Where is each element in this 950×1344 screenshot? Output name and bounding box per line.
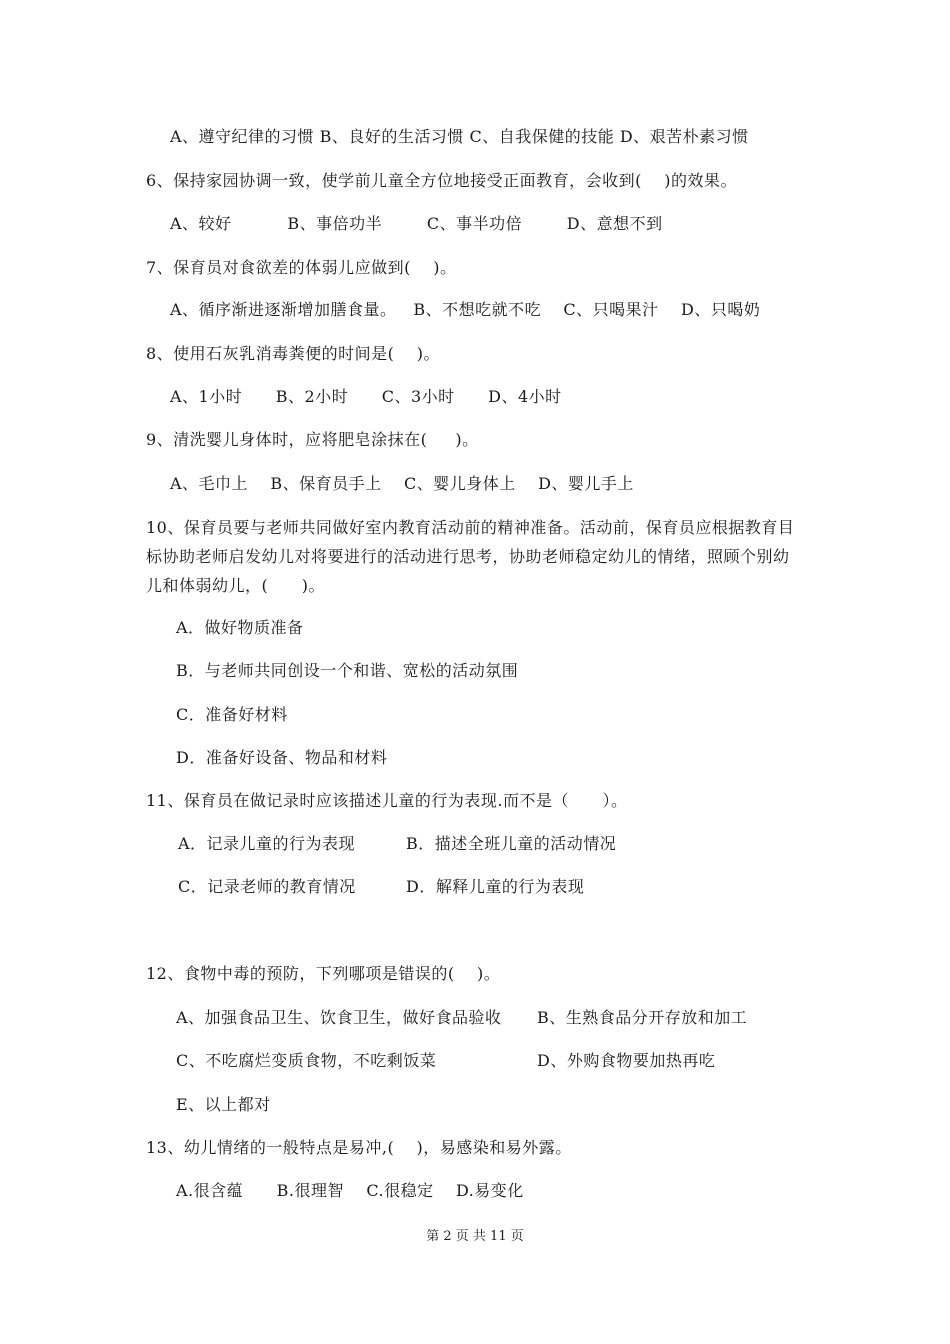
q8-options: A、1小时 B、2小时 C、3小时 D、4小时 bbox=[170, 387, 562, 406]
q12-option-d: D、外购食物要加热再吃 bbox=[537, 1051, 716, 1070]
q5-options: A、遵守纪律的习惯 B、良好的生活习惯 C、自我保健的技能 D、艰苦朴素习惯 bbox=[170, 127, 749, 146]
q11-option-b: B．描述全班儿童的活动情况 bbox=[406, 834, 617, 853]
q12-option-a: A、加强食品卫生、饮食卫生，做好食品验收 bbox=[176, 1008, 502, 1027]
q10-stem-line1: 10、保育员要与老师共同做好室内教育活动前的精神准备。活动前，保育员应根据教育目 bbox=[146, 518, 795, 537]
q9-stem: 9、清洗婴儿身体时，应将肥皂涂抹在( )。 bbox=[146, 430, 479, 449]
q10-option-a: A．做好物质准备 bbox=[176, 618, 304, 637]
q10-stem-line3: 儿和体弱幼儿，( )。 bbox=[146, 576, 326, 595]
q10-option-c: C．准备好材料 bbox=[176, 705, 288, 724]
q11-option-a: A．记录儿童的行为表现 bbox=[178, 834, 356, 853]
q6-stem: 6、保持家园协调一致，使学前儿童全方位地接受正面教育，会收到( )的效果。 bbox=[146, 171, 738, 190]
q12-option-e: E、以上都对 bbox=[176, 1095, 271, 1114]
q13-stem: 13、幼儿情绪的一般特点是易冲,( )，易感染和易外露。 bbox=[146, 1138, 572, 1157]
q7-stem: 7、保育员对食欲差的体弱儿应做到( )。 bbox=[146, 258, 457, 277]
q12-stem: 12、食物中毒的预防，下列哪项是错误的( )。 bbox=[146, 964, 501, 983]
q10-option-b: B．与老师共同创设一个和谐、宽松的活动氛围 bbox=[176, 661, 519, 680]
q13-options: A.很含蕴 B.很理智 C.很稳定 D.易变化 bbox=[176, 1181, 524, 1200]
q11-option-d: D．解释儿童的行为表现 bbox=[406, 877, 585, 896]
q10-option-d: D．准备好设备、物品和材料 bbox=[176, 748, 388, 767]
q7-options: A、循序渐进逐渐增加膳食量。 B、不想吃就不吃 C、只喝果汁 D、只喝奶 bbox=[170, 300, 761, 319]
q10-stem-line2: 标协助老师启发幼儿对将要进行的活动进行思考，协助老师稳定幼儿的情绪，照顾个别幼 bbox=[146, 547, 790, 566]
page-footer: 第 2 页 共 11 页 bbox=[426, 1229, 524, 1244]
q8-stem: 8、使用石灰乳消毒粪便的时间是( )。 bbox=[146, 344, 441, 363]
q11-option-c: C．记录老师的教育情况 bbox=[178, 877, 356, 896]
q12-option-c: C、不吃腐烂变质食物，不吃剩饭菜 bbox=[176, 1051, 437, 1070]
q11-stem: 11、保育员在做记录时应该描述儿童的行为表现.而不是（ ）。 bbox=[146, 791, 628, 810]
q12-option-b: B、生熟食品分开存放和加工 bbox=[537, 1008, 748, 1027]
q9-options: A、毛巾上 B、保育员手上 C、婴儿身体上 D、婴儿手上 bbox=[170, 474, 634, 493]
q6-options: A、较好 B、事倍功半 C、事半功倍 D、意想不到 bbox=[170, 214, 663, 233]
